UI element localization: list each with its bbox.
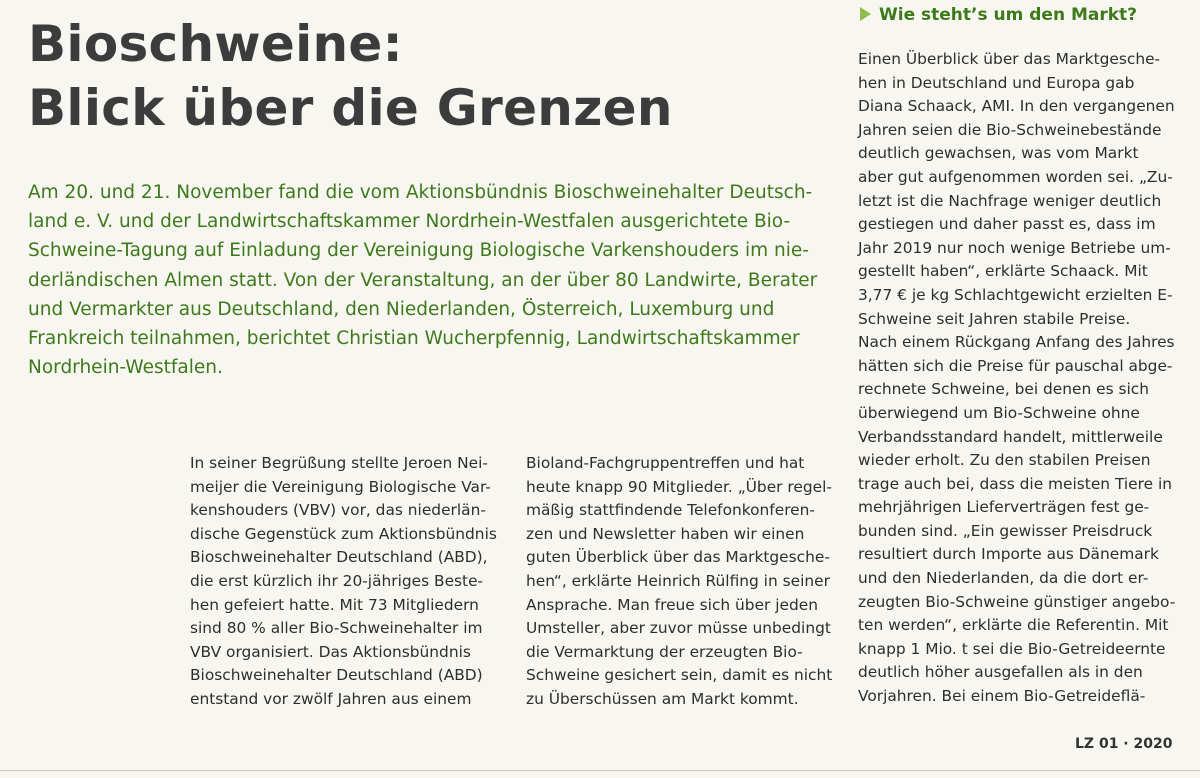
lead-line: land e. V. und der Landwirtschaftskammer Nordrhein-Westfalen ausgerichtete Bio- [28,211,791,233]
sidebar-line: Nach einem Rückgang Anfang des Jahres [858,333,1175,352]
body-line: hen“, erklärte Heinrich Rülfing in seiner [526,571,830,590]
body-line: die Vermarktung der erzeugten Bio- [526,642,803,661]
title-line: Blick über die Grenzen [28,79,673,137]
body-line: Bioschweinehalter Deutschland (ABD) [190,666,483,685]
sidebar-line: resultiert durch Importe aus Dänemark [858,545,1159,564]
sidebar-line: Vorjahren. Bei einem Bio-Getreideflä- [858,687,1146,706]
body-line: hen gefeiert hatte. Mit 73 Mitgliedern [190,595,479,614]
sidebar-line: und den Niederlanden, da die dort er- [858,569,1149,588]
triangle-marker-icon [860,7,871,21]
sidebar-heading [860,4,1137,26]
sidebar-line: mehrjährigen Lieferverträgen fest ge- [858,498,1150,517]
body-line: entstand vor zwölf Jahren aus einem [190,689,472,708]
article-lead [28,178,828,382]
body-line: guten Überblick über das Marktgesche- [526,548,830,567]
body-column-2 [526,452,832,712]
body-line: zu Überschüssen am Markt kommt. [526,689,799,708]
body-line: die erst kürzlich ihr 20-jähriges Beste- [190,571,484,590]
body-column-1 [190,452,502,712]
lead-line: Nordrhein-Westfalen. [28,357,223,379]
body-line: VBV organisiert. Das Aktionsbündnis [190,642,471,661]
sidebar-line: rechnete Schweine, bei denen es sich [858,380,1150,399]
sidebar-line: Jahr 2019 nur noch wenige Betriebe um- [858,238,1171,257]
body-line: Bioland-Fachgruppentreffen und hat [526,454,805,472]
sidebar-line: Jahren seien die Bio-Schweinebestände [858,120,1162,139]
sidebar-line: hen in Deutschland und Europa gab [858,73,1135,92]
body-line: sind 80 % aller Bio-Schweinehalter im [190,619,483,638]
sidebar-line: wieder erholt. Zu den stabilen Preisen [858,451,1151,470]
body-line: In seiner Begrüßung stellte Jeroen Nei- [190,454,488,472]
sidebar-line: deutlich gewachsen, was vom Markt [858,144,1139,163]
body-line: Bioschweinehalter Deutschland (ABD), [190,548,488,567]
page-footer: LZ 01 · 2020 [1075,736,1173,752]
sidebar-line: Verbandsstandard handelt, mittlerweile [858,427,1163,446]
sidebar-line: bunden sind. „Ein gewisser Preisdruck [858,521,1153,540]
body-line: meijer die Vereinigung Biologische Var- [190,477,491,496]
sidebar-line: letzt ist die Nachfrage weniger deutlich [858,191,1162,210]
sidebar-line: Diana Schaack, AMI. In den vergangenen [858,97,1175,116]
lead-line: Schweine-Tagung auf Einladung der Vereinigung Biologische Varkenshouders im nie- [28,240,809,262]
body-line: Umsteller, aber zuvor müsse unbedingt [526,619,831,638]
article-title [28,12,673,140]
body-line: mäßig stattfindende Telefonkonferen- [526,501,815,520]
page-edge-divider [0,770,1200,771]
lead-line: und Vermarkter aus Deutschland, den Niederlanden, Österreich, Luxemburg und [28,298,775,320]
body-line: kenshouders (VBV) vor, das niederlän- [190,501,486,520]
sidebar-line: gestiegen und daher passt es, dass im [858,215,1156,234]
body-line: Ansprache. Man freue sich über jeden [526,595,819,614]
sidebar-body [858,48,1176,709]
sidebar-line: überwiegend um Bio-Schweine ohne [858,403,1140,422]
body-line: Schweine gesichert sein, damit es nicht [526,666,833,685]
sidebar-heading-text: Wie steht’s um den Markt? [879,5,1138,25]
sidebar-line: Schweine seit Jahren stabile Preise. [858,309,1131,328]
lead-line: Am 20. und 21. November fand die vom Aktionsbündnis Bioschweinehalter Deutsch- [28,182,813,203]
sidebar-line: aber gut aufgenommen worden sei. „Zu- [858,167,1173,186]
body-line: heute knapp 90 Mitglieder. „Über regel- [526,477,832,496]
sidebar-line: ten werden“, erklärte die Referentin. Mit [858,616,1169,635]
title-line: Bioschweine: [28,15,403,73]
lead-line: Frankreich teilnahmen, berichtet Christian Wucherpfennig, Landwirtschaftskammer [28,328,800,350]
sidebar-line: trage auch bei, dass die meisten Tiere in [858,474,1173,493]
sidebar-line: Einen Überblick über das Marktgesche- [858,50,1161,68]
body-line: dische Gegenstück zum Aktionsbündnis [190,524,497,543]
sidebar-line: knapp 1 Mio. t sei die Bio-Getreideernte [858,639,1166,658]
body-line: zen und Newsletter haben wir einen [526,524,805,543]
sidebar-line: hätten sich die Preise für pauschal abge- [858,356,1173,375]
sidebar-line: gestellt haben“, erklärte Schaack. Mit [858,262,1148,281]
sidebar-line: zeugten Bio-Schweine günstiger angebo- [858,592,1176,611]
lead-line: derländischen Almen statt. Von der Veranstaltung, an der über 80 Landwirte, Berater [28,269,818,291]
sidebar-line: deutlich höher ausgefallen als in den [858,663,1143,682]
sidebar-line: 3,77 € je kg Schlachtgewicht erzielten E- [858,285,1173,304]
